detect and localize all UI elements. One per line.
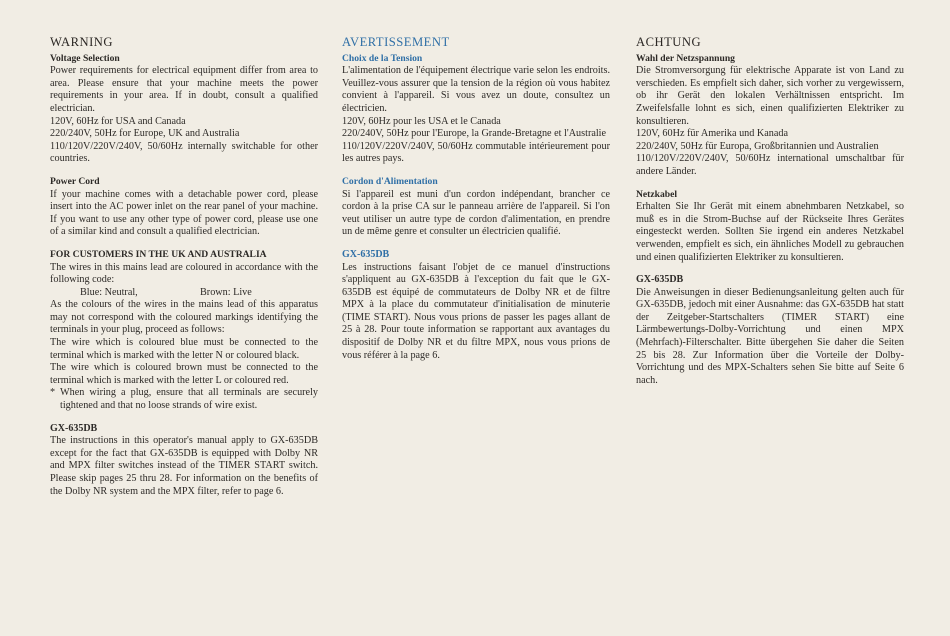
french-column xyxy=(342,36,610,362)
english-column xyxy=(50,36,318,498)
uk-intro: The wires in this mains lead are coloured in accordance with the following code: xyxy=(50,261,318,286)
power-cord-title-fr: Cordon d'Alimentation xyxy=(342,175,438,187)
wiring-note xyxy=(50,387,318,412)
model-text-fr: Les instructions faisant l'objet de ce manuel d'instructions s'appliquent au GX-635DB à l'exception du fait que le GX-635DB est équipé de commutateurs de Dolby NR et de filtre MPX à la place du commutateur d'initialisation de minuterie (TIME START). Nous vous prions de passer les pages allant de 25 à 28. Pour toute information se rapportant aux avantages du dispositif de Dolby NR et du filtre MPX, nous vous prions de vous référer à la page 6. xyxy=(342,261,610,361)
uk-brown-wire: The wire which is coloured brown must be connected to the terminal which is marked with the letter L or coloured red. xyxy=(50,362,318,386)
uk-section-title: FOR CUSTOMERS IN THE UK AND AUSTRALIA xyxy=(50,248,267,260)
voltage-usa-de: 120V, 60Hz für Amerika und Kanada xyxy=(636,128,789,140)
power-cord-title-de: Netzkabel xyxy=(636,188,678,200)
power-cord-title: Power Cord xyxy=(50,175,100,187)
voltage-usa: 120V, 60Hz for USA and Canada xyxy=(50,115,186,127)
power-cord-text-de: Erhalten Sie Ihr Gerät mit einem abnehmbaren Netzkabel, so muß es in die Strom-Buchse auf der Rückseite Ihres Gerätes eingesteckt werden. Sollten Sie irgend ein anderes Netzkabel verwenden, empfielt es sich, ein ähnliches Modell zu gebrauchen und einen qualifizierten Elektriker zu konsultieren. xyxy=(636,201,904,263)
voltage-other: 110/120V/220V/240V, 50/60Hz internally switchable for other countries. xyxy=(50,140,318,165)
voltage-text-fr: L'alimentation de l'équipement électrique varie selon les endroits. Veuillez-vous assurer que la tension de la région où vous habitez convient à l'appareil. Si vous avez un doute, consultez un électricien. xyxy=(342,65,610,114)
voltage-other-de: 110/120V/220V/240V, 50/60Hz international umschaltbar für andere Länder. xyxy=(636,153,904,177)
voltage-other-fr: 110/120V/220V/240V, 50/60Hz commutable intérieurement pour les autres pays. xyxy=(342,140,610,165)
voltage-europe: 220/240V, 50Hz for Europe, UK and Australia xyxy=(50,128,240,140)
english-heading: WARNING xyxy=(50,35,113,49)
note-asterisk: * xyxy=(50,387,56,399)
voltage-text: Power requirements for electrical equipment differ from area to area. Please ensure that your machine meets the power requirements in your area. If in doubt, consult a qualified electrician. xyxy=(50,65,318,114)
model-title-de: GX-635DB xyxy=(636,274,684,286)
model-title: GX-635DB xyxy=(50,422,98,434)
french-heading: AVERTISSEMENT xyxy=(342,35,450,49)
note-text: When wiring a plug, ensure that all terminals are securely tightened and that no loose strands of wire exist. xyxy=(60,387,318,412)
german-heading: ACHTUNG xyxy=(636,35,702,49)
voltage-usa-fr: 120V, 60Hz pour les USA et le Canada xyxy=(342,115,501,127)
power-cord-text-fr: Si l'appareil est muni d'un cordon indépendant, brancher ce cordon à la prise CA sur le panneau arrière de l'appareil. Si l'on veut utiliser un autre type de cordon d'alimentation, en prendre un de même genre et consulter un électricien qualifié. xyxy=(342,188,610,238)
model-text-de: Die Anweisungen in dieser Bedienungsanleitung gelten auch für GX-635DB, jedoch mit einer Ausnahme: das GX-635DB hat statt der Zeitgeber-Startschalters (TIMER START) eine Lärmbewertungs-Dolby-Vorrichtung und einen MPX (Mehrfach)-Filterschalter. Bitte übergehen Sie daher die Seiten 25 bis 28. Zur Information über die Vorteile der Dolby-Vorrichtung und des MPX-Schalters sehen Sie bitte auf Seite 6 nach. xyxy=(636,286,904,386)
brown-code: Brown: Live xyxy=(200,286,252,298)
voltage-text-de: Die Stromversorgung für elektrische Apparate ist von Land zu verschieden. Es empfielt sich daher, sich vorher zu vergewissern, ob ihr Gerät den lokalen Verhältnissen entspricht. Im Zweifelsfalle lohnt es sich, einen qualifizierten Elektriker zu konsultieren. xyxy=(636,65,904,127)
wire-color-codes xyxy=(50,287,318,300)
voltage-selection-title-fr: Choix de la Tension xyxy=(342,52,423,64)
voltage-europe-fr: 220/240V, 50Hz pour l'Europe, la Grande-Bretagne et l'Australie xyxy=(342,128,607,140)
model-title-fr: GX-635DB xyxy=(342,248,390,260)
model-text: The instructions in this operator's manual apply to GX-635DB except for the fact that GX-635DB is equipped with Dolby NR and MPX filter switches instead of the TIMER START switch. Please skip pages 25 thru 28. For information on the benefits of the Dolby NR system and the MPX filter, refer to page 6. xyxy=(50,435,318,497)
uk-blue-wire: The wire which is coloured blue must be connected to the terminal which is marked with the letter N or coloured black. xyxy=(50,337,318,361)
voltage-selection-title: Voltage Selection xyxy=(50,52,120,64)
german-column xyxy=(636,36,904,387)
blue-code: Blue: Neutral, xyxy=(80,286,138,298)
voltage-selection-title-de: Wahl der Netzspannung xyxy=(636,52,735,64)
voltage-europe-de: 220/240V, 50Hz für Europa, Großbritannien und Australien xyxy=(636,140,879,152)
power-cord-text: If your machine comes with a detachable power cord, please insert into the AC power inlet on the rear panel of your machine. If you want to use any other type of power cord, please use one of a similar kind and consult a qualified electrician. xyxy=(50,188,318,238)
uk-instructions: As the colours of the wires in the mains lead of this apparatus may not correspond with the coloured markings identifying the terminals in your plug, proceed as follows: xyxy=(50,299,318,336)
